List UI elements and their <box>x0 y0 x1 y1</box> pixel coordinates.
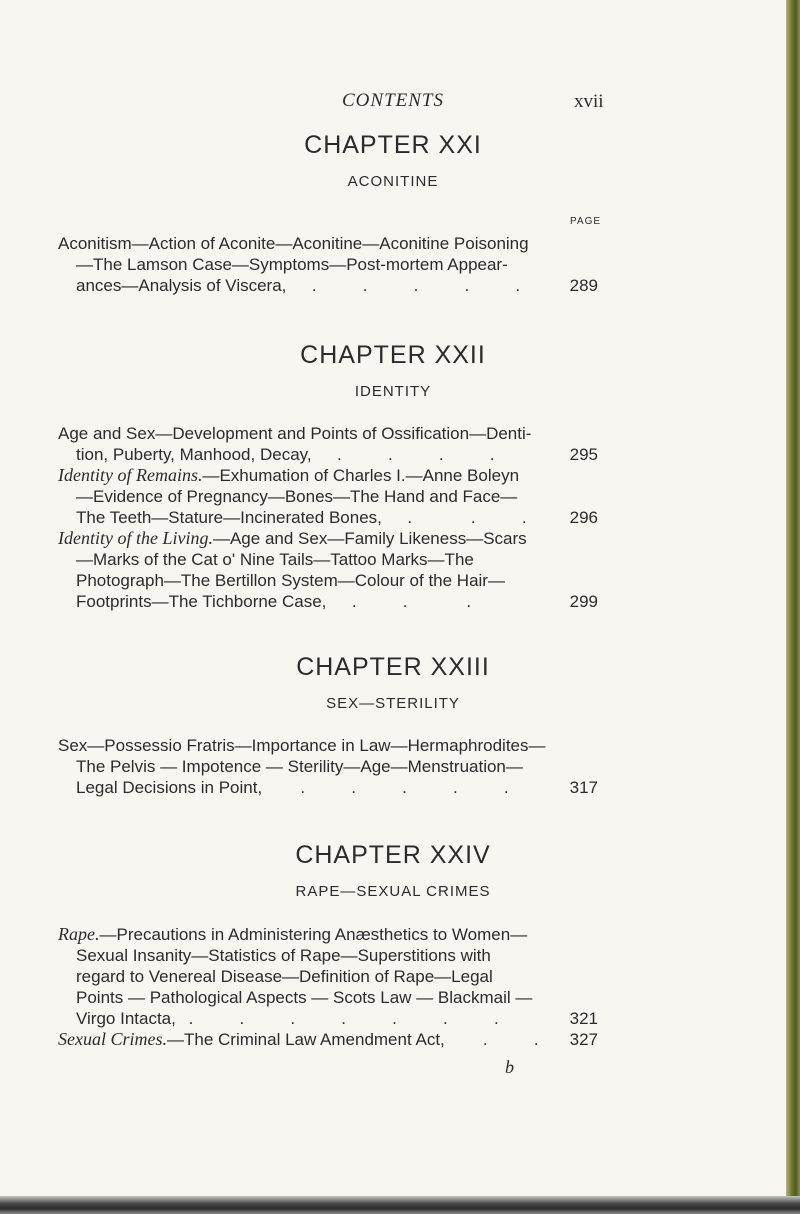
page-number: 295 <box>569 445 598 464</box>
chapter-23 <box>0 652 786 714</box>
entry-line <box>58 1008 598 1029</box>
toc-entry <box>58 528 598 612</box>
chapter-subject: RAPE—SEXUAL CRIMES <box>295 883 491 900</box>
dot-leader: . . . . . . . <box>175 1009 507 1028</box>
entry-text: —Precautions in Administering Anæsthetics to Women— <box>99 925 528 944</box>
dot-leader: . . . . <box>311 445 503 464</box>
entry-line <box>58 507 598 528</box>
entry-line: Sex—Possessio Fratris—Importance in Law—Hermaphrodites— <box>58 736 546 755</box>
page-number: 296 <box>569 508 598 527</box>
entry-heading: Rape. <box>58 924 100 944</box>
entry-line <box>58 591 598 612</box>
entry-text: —The Criminal Law Amendment Act, <box>166 1030 445 1049</box>
entry-text: Virgo Intacta, <box>76 1009 176 1028</box>
entry-line <box>58 1029 598 1050</box>
entry-line <box>58 528 598 549</box>
dot-leader: . . . . . <box>262 778 517 797</box>
chapter-24 <box>0 840 786 902</box>
running-title: CONTENTS <box>342 90 444 111</box>
entry-heading: Identity of Remains. <box>58 465 203 485</box>
dot-leader: . . <box>444 1030 547 1049</box>
page-number: 299 <box>569 592 598 611</box>
entry-line <box>58 924 598 945</box>
page-column-label: PAGE <box>570 216 602 227</box>
toc-entry <box>58 924 598 1029</box>
entry-line: regard to Venereal Disease—Definition of Rape—Legal <box>76 967 493 986</box>
entry-line: —Marks of the Cat o' Nine Tails—Tattoo Marks—The <box>76 550 474 569</box>
book-edge-bottom <box>0 1196 800 1214</box>
chapter-title: CHAPTER XXIV <box>295 841 491 869</box>
dot-leader: . . . <box>381 508 535 527</box>
entry-heading: Identity of the Living. <box>58 528 213 548</box>
entry-line: Aconitism—Action of Aconite—Aconitine—Aconitine Poisoning <box>58 234 529 253</box>
book-edge-right <box>786 0 800 1214</box>
entry-line: Photograph—The Bertillon System—Colour of the Hair— <box>76 571 505 590</box>
chapter-22 <box>0 340 786 402</box>
dot-leader: . . . <box>326 592 480 611</box>
entry-line: The Pelvis — Impotence — Sterility—Age—Menstruation— <box>76 757 523 776</box>
entry-text: Footprints—The Tichborne Case, <box>76 592 327 611</box>
dot-leader: . . . . . <box>286 276 529 295</box>
page-folio: xvii <box>574 91 604 112</box>
entry-line <box>58 465 598 486</box>
entry-text: Legal Decisions in Point, <box>76 778 263 797</box>
page-number: 289 <box>569 276 598 295</box>
chapter-title: CHAPTER XXIII <box>296 653 490 681</box>
running-head <box>0 90 786 114</box>
entry-line: Age and Sex—Development and Points of Ossification—Denti- <box>58 424 532 443</box>
chapter-subject: SEX—STERILITY <box>326 695 460 712</box>
entry-text: —Age and Sex—Family Likeness—Scars <box>212 529 527 548</box>
toc-entry <box>58 233 598 296</box>
chapter-subject: ACONITINE <box>347 173 439 190</box>
entry-line: —The Lamson Case—Symptoms—Post-mortem Appear- <box>76 255 508 274</box>
entry-line <box>58 444 598 465</box>
page-number: 321 <box>569 1009 598 1028</box>
page-number: 317 <box>569 778 598 797</box>
entry-line: Points — Pathological Aspects — Scots Law — Blackmail — <box>76 988 533 1007</box>
entry-text: The Teeth—Stature—Incinerated Bones, <box>76 508 382 527</box>
chapter-subject: IDENTITY <box>354 383 432 400</box>
chapter-21 <box>0 130 786 192</box>
entry-line: —Evidence of Pregnancy—Bones—The Hand and Face— <box>76 487 518 506</box>
entry-line: Sexual Insanity—Statistics of Rape—Superstitions with <box>76 946 491 965</box>
toc-entry <box>58 465 598 528</box>
chapter-title: CHAPTER XXII <box>300 341 486 369</box>
page-number: 327 <box>569 1030 598 1049</box>
entry-text: —Exhumation of Charles I.—Anne Boleyn <box>202 466 520 485</box>
toc-entry <box>58 735 598 798</box>
entry-text: ances—Analysis of Viscera, <box>76 276 287 295</box>
chapter-title: CHAPTER XXI <box>304 131 482 159</box>
entry-heading: Sexual Crimes. <box>58 1029 167 1049</box>
toc-entry <box>58 423 598 465</box>
entry-line <box>58 777 598 798</box>
entry-text: tion, Puberty, Manhood, Decay, <box>76 445 312 464</box>
toc-entry <box>58 1029 598 1050</box>
signature-mark: b <box>505 1057 514 1077</box>
entry-line <box>58 275 598 296</box>
